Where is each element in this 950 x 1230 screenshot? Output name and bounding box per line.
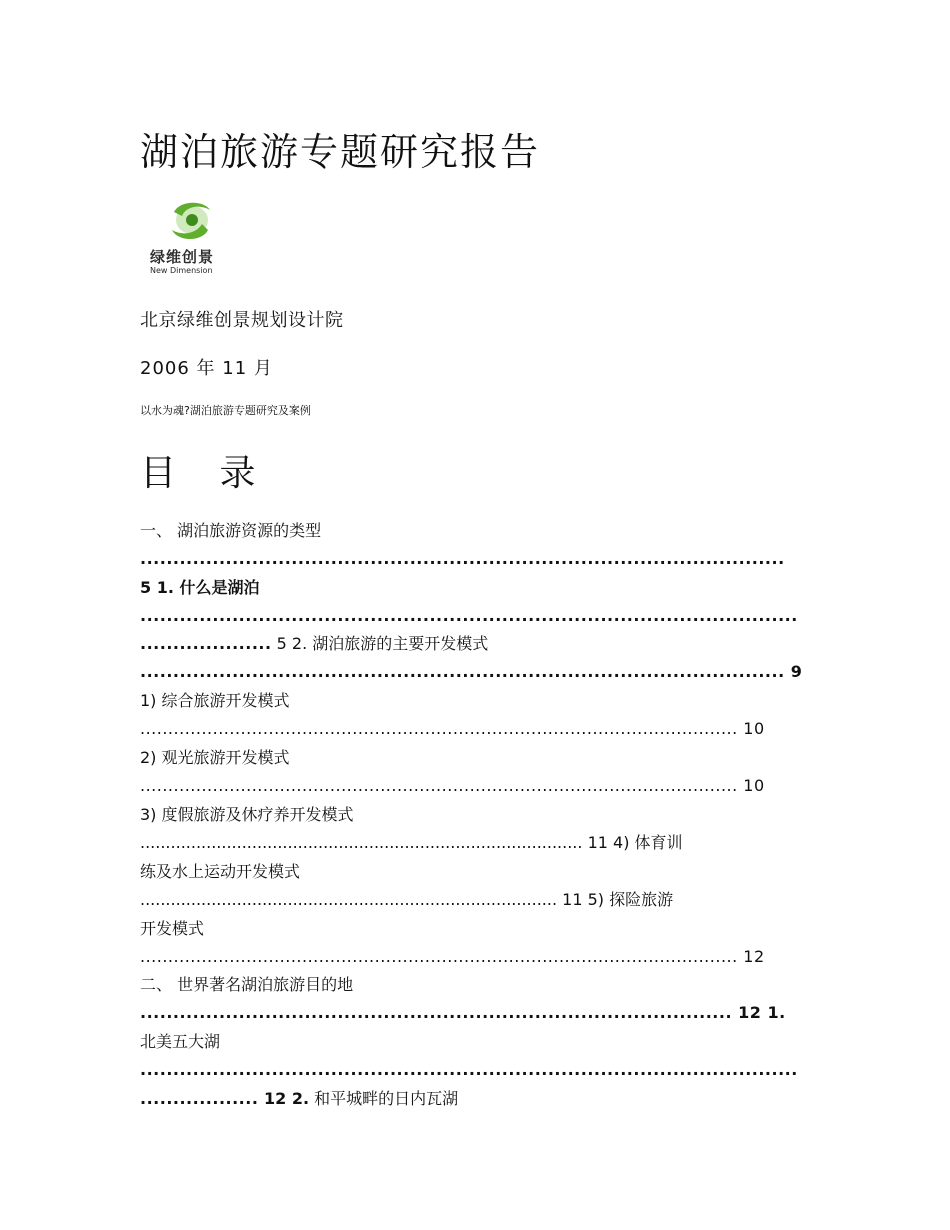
- publish-date: 2006 年 11 月: [140, 358, 273, 379]
- toc-line: [140, 661, 804, 683]
- toc-line: 开发模式: [140, 919, 205, 938]
- toc-page-number: 10: [737, 719, 765, 738]
- toc-dots: ....................................................................................................: [140, 606, 798, 625]
- toc-line: .................................................................................. 11 5) 探险旅游: [140, 890, 674, 909]
- toc-line: ....................................................................................... 11 4) 体育训: [140, 833, 683, 852]
- toc-line: [140, 775, 804, 797]
- document-subtitle: 以水为魂?湖泊旅游专题研究及案例: [140, 404, 311, 417]
- toc-entry: 5 2. 湖泊旅游的主要开发模式: [271, 634, 489, 653]
- toc-line: 一、 湖泊旅游资源的类型: [140, 521, 322, 540]
- company-logo: [146, 198, 246, 280]
- toc-page-number: 12 1.: [732, 1003, 786, 1022]
- toc-line: 练及水上运动开发模式: [140, 862, 301, 881]
- logo-text-en: New Dimension: [150, 266, 213, 275]
- toc-dots: ..................................................................................................: [140, 549, 785, 568]
- toc-page-number: 12 2.: [258, 1089, 310, 1108]
- toc-page-number: 9: [784, 662, 803, 681]
- document-title: 湖泊旅游专题研究报告: [140, 130, 541, 174]
- organization-name: 北京绿维创景规划设计院: [140, 310, 344, 331]
- toc-dots: ...........................................................................................................: [140, 776, 738, 795]
- toc-dots: ..................: [140, 1089, 259, 1108]
- toc-line: [140, 577, 804, 599]
- toc-line: [140, 1088, 804, 1110]
- toc-dots: ..........................................................................................: [140, 1003, 733, 1022]
- toc-heading: 目 录: [140, 453, 272, 494]
- logo-text-cn: 绿维创景: [150, 248, 215, 266]
- toc-line: [140, 633, 804, 655]
- toc-line: 1) 综合旅游开发模式: [140, 691, 290, 710]
- toc-dots: ...........................................................................................................: [140, 947, 738, 966]
- toc-page-number: 10: [737, 776, 765, 795]
- toc-dots: ....................: [140, 634, 272, 653]
- toc-line: 二、 世界著名湖泊旅游目的地: [140, 975, 354, 994]
- toc-line: 3) 度假旅游及休疗养开发模式: [140, 805, 354, 824]
- toc-entry: 和平城畔的日内瓦湖: [309, 1089, 459, 1108]
- toc-entry: 5 1. 什么是湖泊: [140, 578, 260, 597]
- toc-line: [140, 946, 804, 968]
- toc-page-number: 12: [737, 947, 765, 966]
- toc-dots: ...........................................................................................................: [140, 719, 738, 738]
- toc-dots: ..................................................................................................: [140, 662, 785, 681]
- toc-line: [140, 1002, 804, 1024]
- toc-line: [140, 718, 804, 740]
- toc-dots: ....................................................................................................: [140, 1060, 798, 1079]
- toc-line: 2) 观光旅游开发模式: [140, 748, 290, 767]
- toc-line: 北美五大湖: [140, 1032, 221, 1051]
